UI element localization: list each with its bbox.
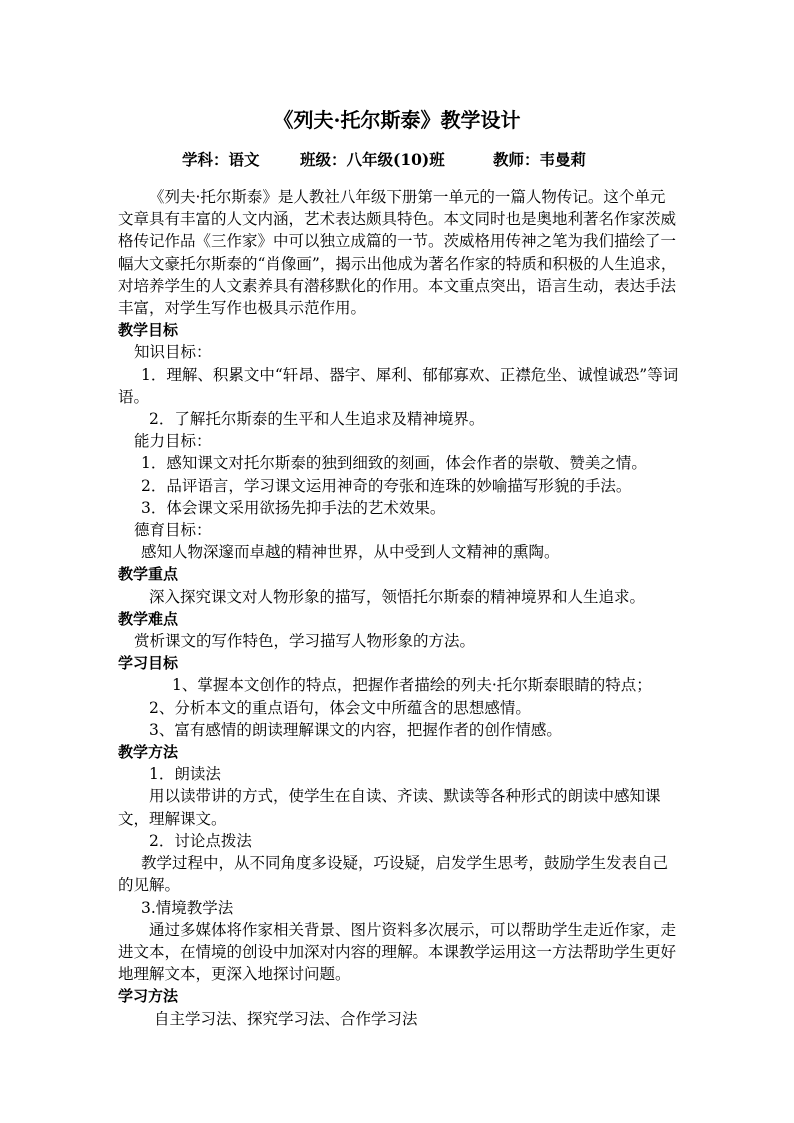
heading-learning-goals: 学习目标 <box>118 654 179 673</box>
method-1-text: 用以读带讲的方式，使学生在自读、齐读、默读等各种形式的朗读中感知课文，理解课文。 <box>118 787 661 828</box>
ability-goal-3: 3．体会课文采用欲扬先抑手法的艺术效果。 <box>141 498 446 517</box>
heading-key-points: 教学重点 <box>118 565 179 584</box>
heading-study-methods: 学习方法 <box>118 987 179 1006</box>
ability-goal-label: 能力目标： <box>134 432 212 451</box>
knowledge-goal-2: 2．了解托尔斯泰的生平和人生追求及精神境界。 <box>149 410 485 429</box>
heading-teaching-goals: 教学目标 <box>118 321 179 340</box>
study-methods-text: 自主学习法、探究学习法、合作学习法 <box>154 1009 418 1028</box>
method-1-title: 1．朗读法 <box>149 765 221 784</box>
key-points-text: 深入探究课文对人物形象的描写，领悟托尔斯泰的精神境界和人生追求。 <box>149 587 646 606</box>
subject-label: 学科：语文 <box>182 150 260 169</box>
ability-goal-1: 1．感知课文对托尔斯泰的独到细致的刻画，体会作者的崇敬、赞美之情。 <box>141 454 647 473</box>
method-2-text: 教学过程中，从不同角度多设疑，巧设疑，启发学生思考，鼓励学生发表自己的见解。 <box>118 854 669 895</box>
intro-paragraph: 《列夫·托尔斯泰》是人教社八年级下册第一单元的一篇人物传记。这个单元文章具有丰富的人文内涵，艺术表达颇具特色。本文同时也是奥地利著名作家茨威格传记作品《三作家》中可以独立成篇的一节。茨威格用传神之笔为我们描绘了一幅大文豪托尔斯泰的“肖像画”，揭示出他成为著名作家的特质和积极的人生追求，对培养学生的人文素养具有潜移默化的作用。本文重点突出，语言生动，表达手法丰富，对学生写作也极具示范作用。 <box>118 188 677 318</box>
method-2-title: 2．讨论点拨法 <box>149 831 252 850</box>
moral-goal-label: 德育目标： <box>134 521 212 540</box>
heading-difficulties: 教学难点 <box>118 609 179 628</box>
moral-goal-1: 感知人物深邃而卓越的精神世界，从中受到人文精神的熏陶。 <box>141 543 560 562</box>
method-3-title: 3.情境教学法 <box>141 898 234 917</box>
learning-goal-3: 3、富有感情的朗读理解课文的内容，把握作者的创作情感。 <box>149 720 562 739</box>
knowledge-goal-label: 知识目标： <box>134 343 212 362</box>
class-label: 班级：八年级(10)班 <box>300 150 445 169</box>
document-body <box>118 186 680 1030</box>
learning-goal-1: 1、掌握本文创作的特点，把握作者描绘的列夫·托尔斯泰眼睛的特点； <box>172 676 652 695</box>
ability-goal-2: 2．品评语言，学习课文运用神奇的夸张和连珠的妙喻描写形貌的手法。 <box>141 476 632 495</box>
difficulties-text: 赏析课文的写作特色，学习描写人物形象的方法。 <box>134 632 476 651</box>
knowledge-goal-1: 1．理解、积累文中“轩昂、器宇、犀利、郁郁寡欢、正襟危坐、诚惶诚恐”等词语。 <box>118 365 679 406</box>
heading-teaching-methods: 教学方法 <box>118 743 179 762</box>
learning-goal-2: 2、分析本文的重点语句，体会文中所蕴含的思想感情。 <box>149 698 531 717</box>
page-title: 《列夫·托尔斯泰》教学设计 <box>273 108 521 132</box>
method-3-text: 通过多媒体将作家相关背景、图片资料多次展示，可以帮助学生走近作家，走进文本，在情境的创设中加深对内容的理解。本课教学运用这一方法帮助学生更好地理解文本，更深入地探讨问题。 <box>118 920 677 984</box>
teacher-label: 教师：韦曼莉 <box>493 150 587 169</box>
